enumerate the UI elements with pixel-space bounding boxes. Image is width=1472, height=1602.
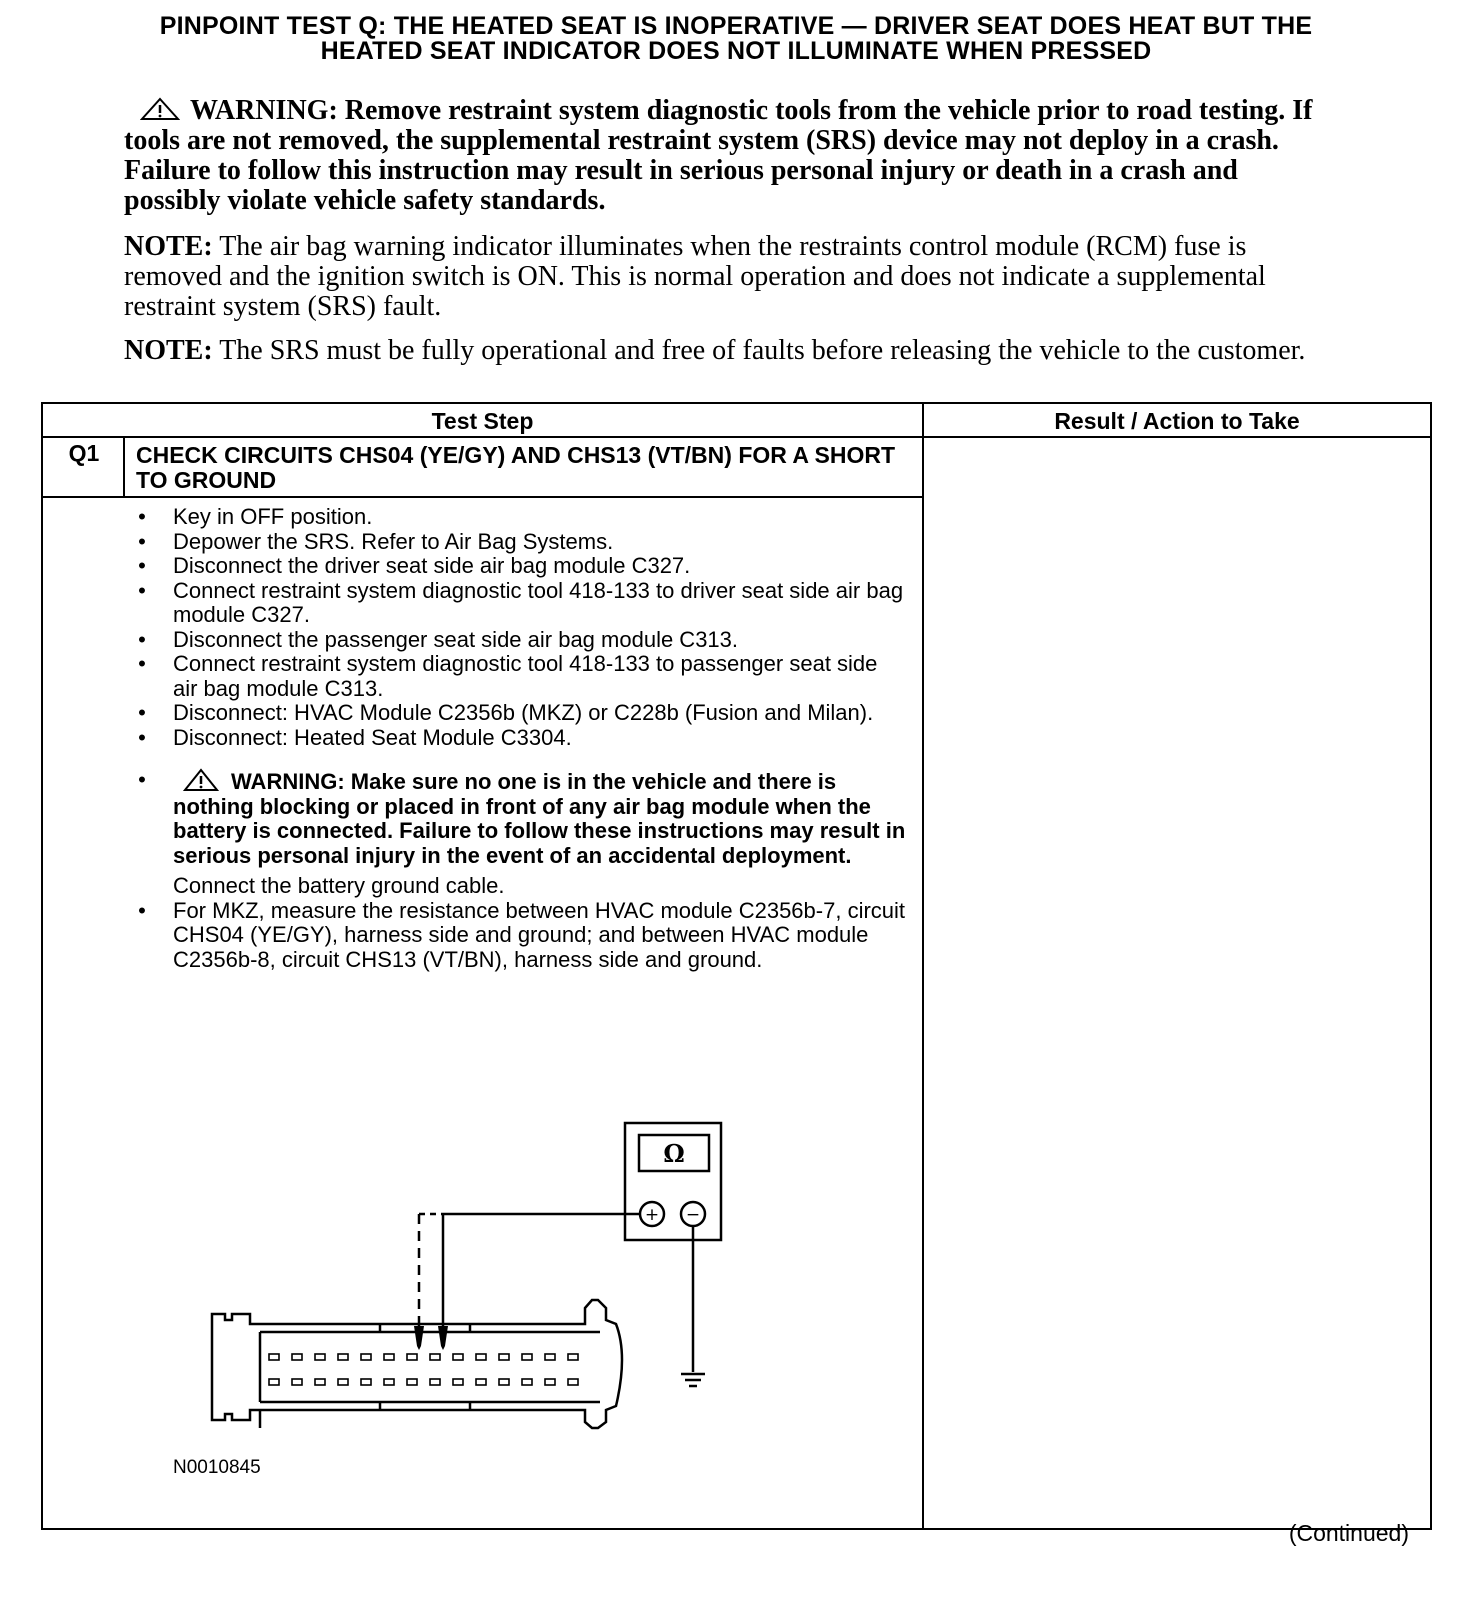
list-item: • Disconnect: HVAC Module C2356b (MKZ) or C228b (Fusion and Milan). [136,701,906,726]
bullet-dot: • [138,724,146,750]
bullet-dot: • [138,651,146,676]
note-srs [124,336,1334,366]
list-item: • Disconnect the driver seat side air bag module C327. [136,554,906,579]
bullet-dot: • [138,767,146,792]
list-item: • Connect restraint system diagnostic tool 418-133 to passenger seat side air bag module C313. [136,652,906,701]
list-item: • For MKZ, measure the resistance between HVAC module C2356b-7, circuit CHS04 (YE/GY), harness side and ground; and between HVAC module C2356b-8, circuit CHS13 (VT/BN), harness side and ground. [136,899,906,973]
warning-triangle-icon [183,768,219,792]
bullet-dot: • [138,897,146,923]
list-item: • Connect restraint system diagnostic tool 418-133 to driver seat side air bag module C327. [136,579,906,628]
test-probe [414,1326,424,1350]
figure-id: N0010845 [173,1457,261,1478]
header-result-action: Result / Action to Take [1054,408,1300,434]
note-srs-label: NOTE: [124,335,213,366]
bullet-warning-text: Make sure no one is in the vehicle and there is nothing blocking or placed in front of any air bag module when the battery is connected. Failure to follow these instructions may result in serious personal injury in the event of an accidental deployment. [173,769,906,868]
plus-symbol: + [644,1205,660,1225]
step-number: Q1 [68,440,100,466]
bullet-warning-after: Connect the battery ground cable. [173,873,505,898]
bullet-dot: • [138,577,146,603]
list-item: • Disconnect the passenger seat side air bag module C313. [136,628,906,653]
title-line-1: PINPOINT TEST Q: THE HEATED SEAT IS INOPERATIVE — DRIVER SEAT DOES HEAT BUT THE [159,12,1313,40]
title-line-2: HEATED SEAT INDICATOR DOES NOT ILLUMINATE WHEN PRESSED [320,37,1152,65]
note-rcm-text: The air bag warning indicator illuminates when the restraints control module (RCM) fuse is removed and the ignition switch is ON. This is normal operation and does not indicate a supplemental restraint system (SRS) fault. [124,231,1266,322]
bullet-warning-label: WARNING: [231,769,345,794]
warning-list-item [136,768,906,899]
hvac-connector [212,1300,622,1428]
top-warning-label: WARNING: [190,95,338,126]
bullet-dot: • [138,626,146,652]
step-title: CHECK CIRCUITS CHS04 (YE/GY) AND CHS13 (VT/BN) FOR A SHORT TO GROUND [136,442,896,493]
header-test-step: Test Step [431,408,534,434]
list-item: • Depower the SRS. Refer to Air Bag Systems. [136,530,906,555]
continued-label: (Continued) [1288,1520,1409,1546]
bullet-dot: • [138,528,146,554]
list-item: • Key in OFF position. [136,505,906,530]
top-warning [124,96,1329,216]
test-probe [438,1326,448,1350]
warning-triangle-icon [140,97,180,121]
step-title-rule [41,496,924,498]
page-title [60,14,1412,64]
step-instructions [136,505,906,972]
list-item: • Disconnect: Heated Seat Module C3304. [136,726,906,751]
bullet-dot: • [138,553,146,578]
note-srs-text: The SRS must be fully operational and free of faults before releasing the vehicle to the customer. [219,335,1306,366]
ohm-symbol: Ω [663,1139,685,1168]
bullet-dot: • [138,700,146,725]
note-rcm-label: NOTE: [124,231,213,262]
top-warning-text: Remove restraint system diagnostic tools from the vehicle prior to road testing. If tools are not removed, the supplemental restraint system (SRS) device may not deploy in a crash. Failure to follow this instruction may result in serious personal injury or death in a crash and possibly violate vehicle safety standards. [124,95,1313,216]
note-rcm [124,232,1334,322]
bullet-dot: • [138,504,146,529]
bullet-warning [173,768,906,868]
minus-symbol: − [685,1205,701,1225]
ohmmeter-connector-diagram [130,1110,750,1490]
column-divider [922,402,924,1530]
